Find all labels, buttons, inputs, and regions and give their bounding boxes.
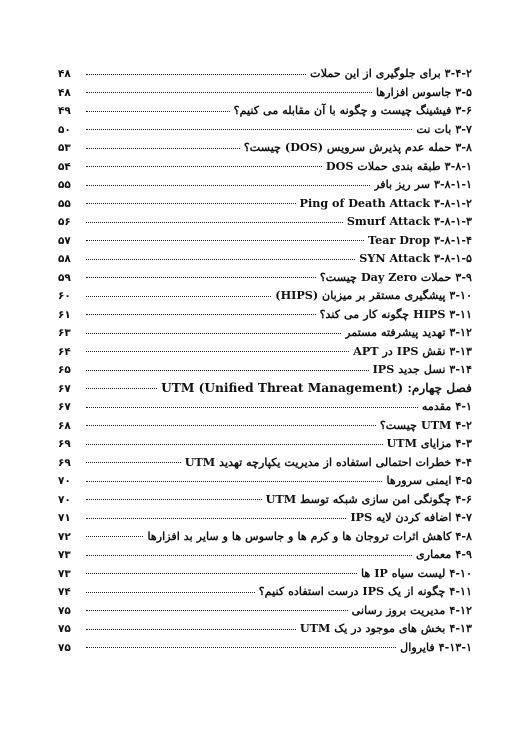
dot-leader xyxy=(86,555,412,556)
dot-leader xyxy=(86,629,296,630)
toc-page-number: ۶۱ xyxy=(58,308,71,321)
toc-entry xyxy=(58,416,472,435)
toc-entry-title: ۴-۱۰ لیست سیاه IP ها xyxy=(360,565,472,580)
toc-entry-title: ۳-۱۲ تهدید پیشرفته مستمر xyxy=(345,325,472,339)
toc-entry-title: ۴-۷ اضافه کردن لایه IPS xyxy=(350,510,472,524)
dot-leader xyxy=(86,518,346,519)
toc-page-number: ۴۸ xyxy=(58,86,71,99)
toc-entry-title: ۳-۸-۱ طبقه بندی حملات DOS xyxy=(325,158,472,173)
toc-page-number: ۵۹ xyxy=(58,271,71,284)
toc-entry-title: ۳-۸-۱-۴ Tear Drop xyxy=(368,232,472,247)
toc-entry-title: ۴-۶ چگونگی امن سازی شبکه توسط UTM xyxy=(265,491,472,506)
toc-page-number: ۶۹ xyxy=(58,438,71,450)
toc-entry-title: ۳-۸ حمله عدم پذیرش سرویس (DOS) چیست؟ xyxy=(243,140,472,154)
toc-entry xyxy=(58,471,472,490)
toc-entry-title: ۳-۱۴ نسل جدید IPS xyxy=(372,362,472,376)
dot-leader xyxy=(86,74,306,75)
toc-entry-title: ۴-۱۱ چگونه از یک IPS درست استفاده کنیم؟ xyxy=(258,584,472,598)
toc-entry xyxy=(58,527,472,546)
toc-page-number: ۶۸ xyxy=(58,419,71,432)
toc-entry xyxy=(58,508,472,527)
dot-leader xyxy=(86,407,418,408)
toc-page-number: ۵۳ xyxy=(58,142,71,154)
toc-entry xyxy=(58,342,472,361)
dot-leader xyxy=(86,277,316,278)
toc-entry xyxy=(58,564,472,583)
dot-leader xyxy=(86,111,230,112)
toc-page-number: ۶۰ xyxy=(58,290,71,302)
toc-entry xyxy=(58,286,472,305)
toc-page-number: ۷۰ xyxy=(58,475,71,487)
toc-chapter-entry xyxy=(58,379,472,398)
toc-entry-title: ۳-۹ حملات Day Zero چیست؟ xyxy=(319,269,472,284)
toc-entry xyxy=(58,249,472,268)
dot-leader xyxy=(86,444,383,445)
toc-entry-title: ۴-۵ ایمنی سرورها xyxy=(386,473,472,487)
toc-entry xyxy=(58,83,472,102)
toc-entry xyxy=(58,138,472,157)
dot-leader xyxy=(86,573,357,574)
dot-leader xyxy=(86,351,349,352)
toc-entry-title: ۴-۲ UTM چیست؟ xyxy=(379,417,472,432)
toc-entry xyxy=(58,194,472,213)
toc-page-number: ۷۳ xyxy=(58,549,71,561)
toc-entry-title: ۳-۷ بات نت xyxy=(416,121,472,136)
dot-leader xyxy=(86,333,341,334)
toc-page-number: ۴۸ xyxy=(58,68,71,80)
dot-leader xyxy=(86,203,296,204)
toc-page-number: ۶۳ xyxy=(58,327,71,339)
toc-entry xyxy=(58,619,472,638)
dot-leader xyxy=(86,536,143,537)
toc-entry xyxy=(58,305,472,324)
toc-entry-title: ۴-۱ مقدمه xyxy=(421,399,472,413)
dot-leader xyxy=(86,148,240,149)
toc-entry-title: ۳-۱۱ HIPS چگونه کار می کند؟ xyxy=(319,306,472,321)
toc-entry xyxy=(58,638,472,657)
toc-entry xyxy=(58,434,472,453)
dot-leader xyxy=(86,314,316,315)
dot-leader xyxy=(86,388,157,389)
dot-leader xyxy=(86,481,382,482)
toc-entry xyxy=(58,157,472,176)
toc-entry-title: ۴-۹ معماری xyxy=(416,547,472,561)
toc-page-number: ۷۵ xyxy=(58,623,71,635)
toc-page-number: ۵۵ xyxy=(58,179,71,191)
toc-entry-title: ۳-۱۰ پیشگیری مستقر بر میزبان (HIPS) xyxy=(275,288,472,302)
toc-page-number: ۷۴ xyxy=(58,586,71,598)
toc-entry xyxy=(58,360,472,379)
toc-entry xyxy=(58,582,472,601)
toc-entry-title: فصل چهارم: (Unified Threat Management) UTM xyxy=(161,380,472,395)
toc-entry-title: ۳-۸-۱-۱ سر ریز بافر xyxy=(374,177,472,191)
dot-leader xyxy=(86,425,376,426)
toc-page-number: ۷۰ xyxy=(58,493,71,506)
toc-entry-title: ۳-۱۳ نقش IPS در APT xyxy=(353,343,472,358)
toc-entry xyxy=(58,323,472,342)
dot-leader xyxy=(86,370,369,371)
dot-leader xyxy=(86,259,355,260)
toc-page-number: ۷۳ xyxy=(58,567,71,580)
toc-page-number: ۴۹ xyxy=(58,105,71,117)
toc-entry xyxy=(58,212,472,231)
toc-page-number: ۶۷ xyxy=(58,401,71,413)
dot-leader xyxy=(86,185,370,186)
toc-page-number: ۵۰ xyxy=(58,123,71,136)
toc-page-number: ۵۵ xyxy=(58,197,71,210)
toc-entry xyxy=(58,545,472,564)
toc-entry-title: ۳-۸-۱-۳ Smurf Attack xyxy=(346,214,472,228)
toc-page-number: ۵۸ xyxy=(58,253,71,265)
toc-entry-title: ۴-۴ خطرات احتمالی استفاده از مدیریت یکپارچه تهدید UTM xyxy=(184,454,472,469)
toc-entry-title: ۴-۱۲ مدیریت بروز رسانی xyxy=(351,602,472,617)
dot-leader xyxy=(86,92,372,93)
toc-entry-title: ۴-۱۳ بخش های موجود در یک UTM xyxy=(299,621,472,635)
toc-page-number: ۵۷ xyxy=(58,234,71,247)
dot-leader xyxy=(86,222,343,223)
toc-page-number: ۷۱ xyxy=(58,512,71,524)
toc-page-number: ۶۵ xyxy=(58,364,71,376)
toc-page-number: ۵۴ xyxy=(58,160,71,173)
toc-page-number: ۵۶ xyxy=(58,216,71,228)
toc-entry-title: ۳-۸-۱-۲ Ping of Death Attack xyxy=(299,195,472,210)
dot-leader xyxy=(86,296,271,297)
dot-leader xyxy=(86,240,364,241)
dot-leader xyxy=(86,610,348,611)
toc-entry xyxy=(58,231,472,250)
toc-entry-title: ۳-۵ جاسوس افزارها xyxy=(375,84,472,99)
toc-entry-title: ۳-۴-۲ برای جلوگیری از این حملات xyxy=(310,66,472,80)
table-of-contents xyxy=(58,64,472,656)
toc-page-number: ۶۷ xyxy=(58,382,71,395)
toc-entry xyxy=(58,101,472,120)
toc-entry-title: ۴-۱۳-۱ فایروال xyxy=(400,639,472,654)
dot-leader xyxy=(86,166,322,167)
toc-entry xyxy=(58,601,472,620)
toc-entry xyxy=(58,268,472,287)
toc-entry xyxy=(58,120,472,139)
toc-page-number: ۷۵ xyxy=(58,641,71,654)
dot-leader xyxy=(86,499,262,500)
toc-page-number: ۶۴ xyxy=(58,345,71,358)
toc-page-number: ۷۲ xyxy=(58,530,71,543)
dot-leader xyxy=(86,592,255,593)
dot-leader xyxy=(86,129,412,130)
toc-entry-title: ۴-۸ کاهش اثرات تروجان ها و کرم ها و جاسوس ها و سایر بد افزارها xyxy=(147,528,472,543)
toc-entry xyxy=(58,175,472,194)
toc-entry xyxy=(58,64,472,83)
dot-leader xyxy=(86,647,396,648)
toc-entry-title: ۳-۸-۱-۵ SYN Attack xyxy=(359,251,472,265)
toc-page-number: ۷۵ xyxy=(58,604,71,617)
dot-leader xyxy=(86,462,181,463)
toc-entry xyxy=(58,490,472,509)
toc-entry xyxy=(58,453,472,472)
toc-entry-title: ۴-۳ مزایای UTM xyxy=(386,436,472,450)
toc-entry xyxy=(58,397,472,416)
toc-entry-title: ۳-۶ فیشینگ چیست و چگونه با آن مقابله می کنیم؟ xyxy=(233,103,472,117)
toc-page-number: ۶۹ xyxy=(58,456,71,469)
